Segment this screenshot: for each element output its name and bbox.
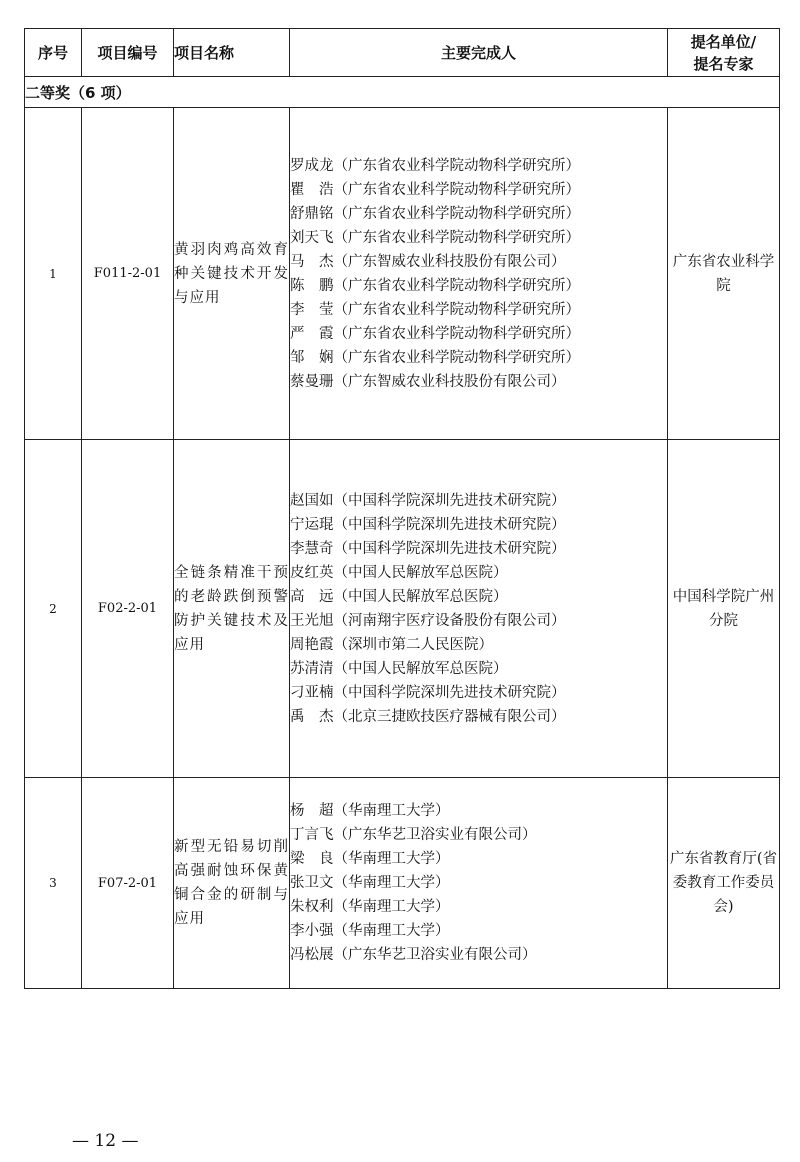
person-entry: 高 远（中国人民解放军总医院）	[290, 588, 508, 605]
row-code: F07-2-01	[82, 778, 174, 989]
person-entry: 马 杰（广东智威农业科技股份有限公司）	[290, 253, 566, 270]
header-seq: 序号	[25, 29, 82, 77]
person-entry: 严 霞（广东省农业科学院动物科学研究所）	[290, 325, 580, 342]
person-entry: 舒鼎铭（广东省农业科学院动物科学研究所）	[290, 205, 580, 222]
row-seq: 2	[25, 440, 82, 778]
person-entry: 李小强（华南理工大学）	[290, 923, 450, 939]
person-entry: 罗成龙（广东省农业科学院动物科学研究所）	[290, 157, 580, 174]
person-entry: 冯松展（广东华艺卫浴实业有限公司）	[290, 947, 537, 963]
person-entry: 苏清清（中国人民解放军总医院）	[290, 660, 508, 677]
person-entry: 宁运琨（中国科学院深圳先进技术研究院）	[290, 516, 566, 533]
person-entry: 李慧奇（中国科学院深圳先进技术研究院）	[290, 540, 566, 557]
person-entry: 杨 超（华南理工大学）	[290, 803, 450, 819]
header-name: 项目名称	[174, 29, 290, 77]
person-entry: 张卫文（华南理工大学）	[290, 875, 450, 891]
row-people	[290, 440, 668, 778]
row-code: F011-2-01	[82, 108, 174, 440]
row-seq: 3	[25, 778, 82, 989]
row-project-name: 全链条精准干预的老龄跌倒预警防护关键技术及应用	[174, 440, 290, 778]
row-code: F02-2-01	[82, 440, 174, 778]
person-entry: 王光旭（河南翔宇医疗设备股份有限公司）	[290, 612, 566, 629]
row-unit: 中国科学院广州分院	[668, 440, 780, 778]
header-row	[25, 29, 780, 77]
table-row	[25, 440, 780, 778]
person-entry: 邹 娴（广东省农业科学院动物科学研究所）	[290, 349, 580, 366]
header-unit: 提名单位/ 提名专家	[668, 29, 780, 77]
person-entry: 周艳霞（深圳市第二人民医院）	[290, 636, 493, 653]
row-project-name: 新型无铅易切削高强耐蚀环保黄铜合金的研制与应用	[174, 778, 290, 989]
person-entry: 李 莹（广东省农业科学院动物科学研究所）	[290, 301, 580, 318]
section-row	[25, 77, 780, 108]
row-project-name: 黄羽肉鸡高效育种关键技术开发与应用	[174, 108, 290, 440]
person-entry: 朱权利（华南理工大学）	[290, 899, 450, 915]
header-code: 项目编号	[82, 29, 174, 77]
section-title: 二等奖（6 项）	[25, 77, 780, 108]
row-unit: 广东省农业科学院	[668, 108, 780, 440]
person-entry: 丁言飞（广东华艺卫浴实业有限公司）	[290, 827, 537, 843]
table-row	[25, 778, 780, 989]
row-people	[290, 108, 668, 440]
person-entry: 蔡曼珊（广东智威农业科技股份有限公司）	[290, 373, 566, 390]
table-row	[25, 108, 780, 440]
award-table	[24, 28, 780, 989]
person-entry: 陈 鹏（广东省农业科学院动物科学研究所）	[290, 277, 580, 294]
person-entry: 刘天飞（广东省农业科学院动物科学研究所）	[290, 229, 580, 246]
header-people: 主要完成人	[290, 29, 668, 77]
page-number: — 12 —	[72, 1131, 139, 1151]
row-unit: 广东省教育厅(省委教育工作委员会)	[668, 778, 780, 989]
row-people	[290, 778, 668, 989]
row-seq: 1	[25, 108, 82, 440]
person-entry: 赵国如（中国科学院深圳先进技术研究院）	[290, 492, 566, 509]
person-entry: 梁 良（华南理工大学）	[290, 851, 450, 867]
person-entry: 禹 杰（北京三捷欧技医疗器械有限公司）	[290, 708, 566, 725]
person-entry: 刁亚楠（中国科学院深圳先进技术研究院）	[290, 684, 566, 701]
person-entry: 皮红英（中国人民解放军总医院）	[290, 564, 508, 581]
person-entry: 瞿 浩（广东省农业科学院动物科学研究所）	[290, 181, 580, 198]
